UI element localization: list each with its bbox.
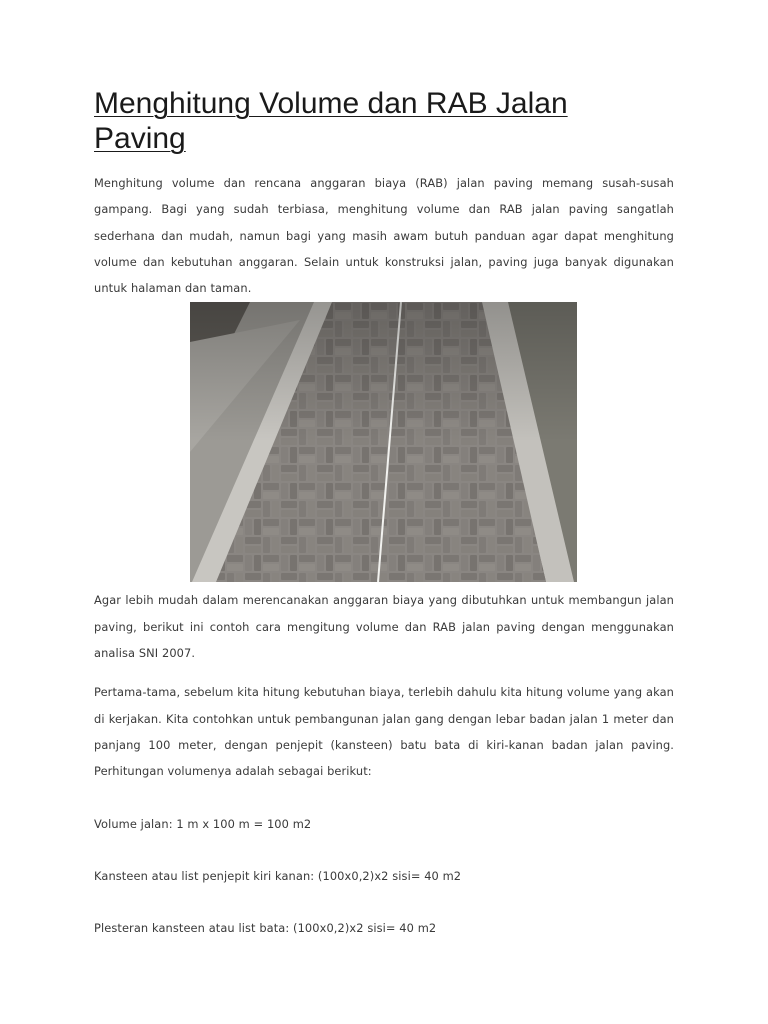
paving-road-photo bbox=[190, 302, 577, 582]
article bbox=[94, 86, 674, 941]
volume-line: Volume jalan: 1 m x 100 m = 100 m2 bbox=[94, 816, 312, 831]
intro-paragraph: Menghitung volume dan rencana anggaran biaya (RAB) jalan paving memang susah-susah gampang. Bagi yang sudah terbiasa, menghitung volume dan RAB jalan paving sangatlah sederhana dan mudah, namun bagi yang masih awam butuh panduan agar dapat menghitung volume dan kebutuhan anggaran. Selain untuk konstruksi jalan, paving juga banyak digunakan untuk halaman dan taman. bbox=[94, 176, 674, 296]
plesteran-line: Plesteran kansteen atau list bata: (100x0,2)x2 sisi= 40 m2 bbox=[94, 921, 437, 936]
paragraph-2: Agar lebih mudah dalam merencanakan anggaran biaya yang dibutuhkan untuk membangun jalan paving, berikut ini contoh cara mengitung volume dan RAB jalan paving dengan menggunakan analisa SNI 2007. bbox=[94, 593, 674, 661]
kansteen-line: Kansteen atau list penjepit kiri kanan: (100x0,2)x2 sisi= 40 m2 bbox=[94, 868, 462, 883]
paragraph-3: Pertama-tama, sebelum kita hitung kebutuhan biaya, terlebih dahulu kita hitung volume yang akan di kerjakan. Kita contohkan untuk pembangunan jalan gang dengan lebar badan jalan 1 meter dan panjang 100 meter, dengan penjepit (kansteen) batu bata di kiri-kanan badan jalan paving. Perhitungan volumenya adalah sebagai berikut: bbox=[94, 685, 674, 779]
article-title: Menghitung Volume dan RAB Jalan Paving bbox=[94, 87, 568, 155]
